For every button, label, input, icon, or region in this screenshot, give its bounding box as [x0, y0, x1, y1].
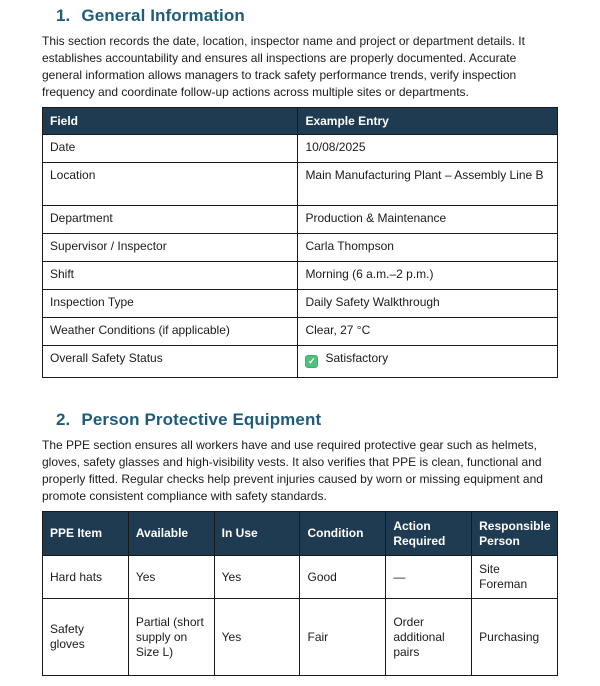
section-2-title: Person Protective Equipment	[81, 410, 322, 429]
ppe-table-header-row	[43, 512, 558, 556]
table-row-overall-status	[43, 346, 558, 378]
table-row-weather	[43, 318, 558, 346]
value-cell: 10/08/2025	[298, 135, 558, 163]
field-cell: Inspection Type	[43, 290, 298, 318]
section-2-number: 2.	[56, 410, 71, 429]
value-cell: Clear, 27 °C	[298, 318, 558, 346]
value-cell: Production & Maintenance	[298, 206, 558, 234]
example-entry-column-header: Example Entry	[298, 108, 558, 135]
table-row-date	[43, 135, 558, 163]
field-cell: Supervisor / Inspector	[43, 234, 298, 262]
table-row-department	[43, 206, 558, 234]
section-2-description: The PPE section ensures all workers have and use required protective gear such as helmets, gloves, safety glasses and high-visibility vests. It also verifies that PPE is clean, functional and properly fitted. Regular checks help prevent injuries caused by worn or missing equipment and promote consistent compliance with safety standards.	[42, 438, 543, 503]
ppe-row-hard-hats	[43, 556, 558, 599]
table-row-inspection-type	[43, 290, 558, 318]
in-use-cell: Yes	[214, 556, 300, 599]
available-column-header: Available	[128, 512, 214, 556]
condition-cell: Good	[300, 556, 386, 599]
table-row-shift	[43, 262, 558, 290]
ppe-item-cell: Safety gloves	[43, 599, 129, 676]
table-row-supervisor	[43, 234, 558, 262]
checkmark-icon: ✓	[308, 356, 316, 366]
field-cell: Location	[43, 163, 298, 206]
available-cell: Partial (short supply on Size L)	[128, 599, 214, 676]
field-cell: Date	[43, 135, 298, 163]
action-required-column-header: Action Required	[386, 512, 472, 556]
field-cell: Overall Safety Status	[43, 346, 298, 378]
responsible-person-cell: Site Foreman	[472, 556, 558, 599]
value-cell	[298, 346, 558, 378]
condition-cell: Fair	[300, 599, 386, 676]
field-column-header: Field	[43, 108, 298, 135]
status-text: Satisfactory	[325, 351, 389, 365]
responsible-person-column-header: Responsible Person	[472, 512, 558, 556]
value-cell: Morning (6 a.m.–2 p.m.)	[298, 262, 558, 290]
responsible-person-cell: Purchasing	[472, 599, 558, 676]
section-1-description: This section records the date, location, inspector name and project or department details. It establishes accountability and ensures all inspections are properly documented. Accurate general information allows managers to track safety performance trends, verify inspection frequency and coordinate follow-up actions across multiple sites or departments.	[42, 34, 525, 99]
action-required-cell: —	[386, 556, 472, 599]
table-row-location	[43, 163, 558, 206]
section-2-heading	[56, 409, 558, 430]
available-cell: Yes	[128, 556, 214, 599]
ppe-item-cell: Hard hats	[43, 556, 129, 599]
value-cell: Carla Thompson	[298, 234, 558, 262]
section-1-number: 1.	[56, 6, 71, 25]
in-use-column-header: In Use	[214, 512, 300, 556]
action-required-cell: Order additional pairs	[386, 599, 472, 676]
value-cell: Main Manufacturing Plant – Assembly Line B	[298, 163, 558, 206]
ppe-row-safety-gloves	[43, 599, 558, 676]
value-cell: Daily Safety Walkthrough	[298, 290, 558, 318]
section-1-heading	[56, 5, 558, 26]
ppe-table	[42, 511, 558, 676]
field-cell: Weather Conditions (if applicable)	[43, 318, 298, 346]
general-table-header-row	[43, 108, 558, 135]
field-cell: Department	[43, 206, 298, 234]
green-checkbox-icon	[305, 355, 318, 368]
section-1-title: General Information	[81, 6, 245, 25]
general-information-table	[42, 107, 558, 378]
field-cell: Shift	[43, 262, 298, 290]
condition-column-header: Condition	[300, 512, 386, 556]
in-use-cell: Yes	[214, 599, 300, 676]
ppe-item-column-header: PPE Item	[43, 512, 129, 556]
